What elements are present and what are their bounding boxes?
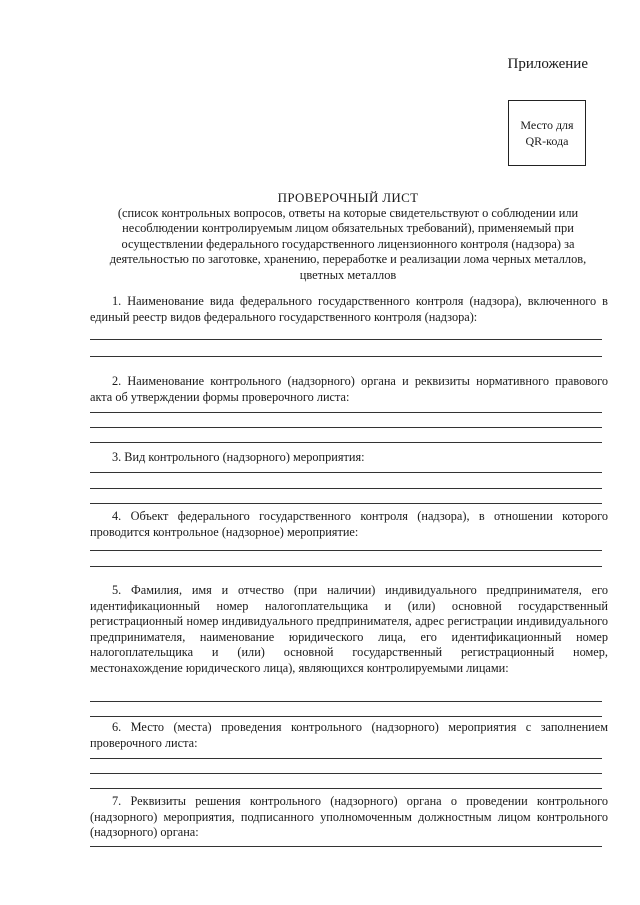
answer-line-2a[interactable] xyxy=(90,412,602,413)
answer-line-5b[interactable] xyxy=(90,716,602,717)
document-title-block xyxy=(88,190,608,284)
section-5 xyxy=(90,583,608,676)
section-7-text: 7. Реквизиты решения контрольного (надзорного) органа о проведении контрольного (надзорного) мероприятия, подписанного уполномоченным должностным лицом контрольного (надзорного) органа: xyxy=(90,794,608,839)
qr-code-placeholder xyxy=(508,100,586,166)
answer-line-1b[interactable] xyxy=(90,356,602,357)
answer-line-6c[interactable] xyxy=(90,788,602,789)
answer-line-3a[interactable] xyxy=(90,472,602,473)
document-title: ПРОВЕРОЧНЫЙ ЛИСТ xyxy=(277,190,419,205)
answer-line-2c[interactable] xyxy=(90,442,602,443)
section-3-text: 3. Вид контрольного (надзорного) мероприятия: xyxy=(112,450,365,464)
answer-line-7a[interactable] xyxy=(90,846,602,847)
section-5-text: 5. Фамилия, имя и отчество (при наличии) индивидуального предпринимателя, его идентификационный номер налогоплательщика и (или) основной государственный регистрационный номер индивидуального предпринимателя, адрес регистрации индивидуального предпринимателя, наименование юридического лица, его идентификационный номер налогоплательщика и (или) основной государственный регистрационный номер, местонахождение юридического лица), являющихся контролируемыми лицами: xyxy=(90,583,608,675)
section-2-text: 2. Наименование контрольного (надзорного) органа и реквизиты нормативного правового акта об утверждении формы проверочного листа: xyxy=(90,374,608,404)
qr-placeholder-text: Место для QR-кода xyxy=(520,118,574,148)
answer-line-5a[interactable] xyxy=(90,701,602,702)
answer-line-2b[interactable] xyxy=(90,427,602,428)
section-7 xyxy=(90,794,608,841)
answer-line-3b[interactable] xyxy=(90,488,602,489)
section-6 xyxy=(90,720,608,751)
answer-line-4a[interactable] xyxy=(90,550,602,551)
section-1 xyxy=(90,294,608,325)
section-2 xyxy=(90,374,608,405)
answer-line-4b[interactable] xyxy=(90,566,602,567)
section-4-text: 4. Объект федерального государственного контроля (надзора), в отношении которого проводится контрольное (надзорное) мероприятие: xyxy=(90,509,608,539)
section-4 xyxy=(90,509,608,540)
section-3 xyxy=(90,450,608,466)
section-6-text: 6. Место (места) проведения контрольного (надзорного) мероприятия с заполнением проверочного листа: xyxy=(90,720,608,750)
answer-line-1a[interactable] xyxy=(90,339,602,340)
answer-line-6b[interactable] xyxy=(90,773,602,774)
section-1-text: 1. Наименование вида федерального государственного контроля (надзора), включенного в единый реестр видов федерального государственного контроля (надзора): xyxy=(90,294,608,324)
document-subtitle: (список контрольных вопросов, ответы на которые свидетельствуют о соблюдении или несоблюдении контролируемым лицом обязательных требований), применяемый при осуществлении федерального государственного лицензионного контроля (надзора) за деятельностью по заготовке, хранению, переработке и реализации лома черных металлов, цветных металлов xyxy=(109,205,587,282)
appendix-label: Приложение xyxy=(507,56,588,72)
answer-line-6a[interactable] xyxy=(90,758,602,759)
answer-line-3c[interactable] xyxy=(90,503,602,504)
